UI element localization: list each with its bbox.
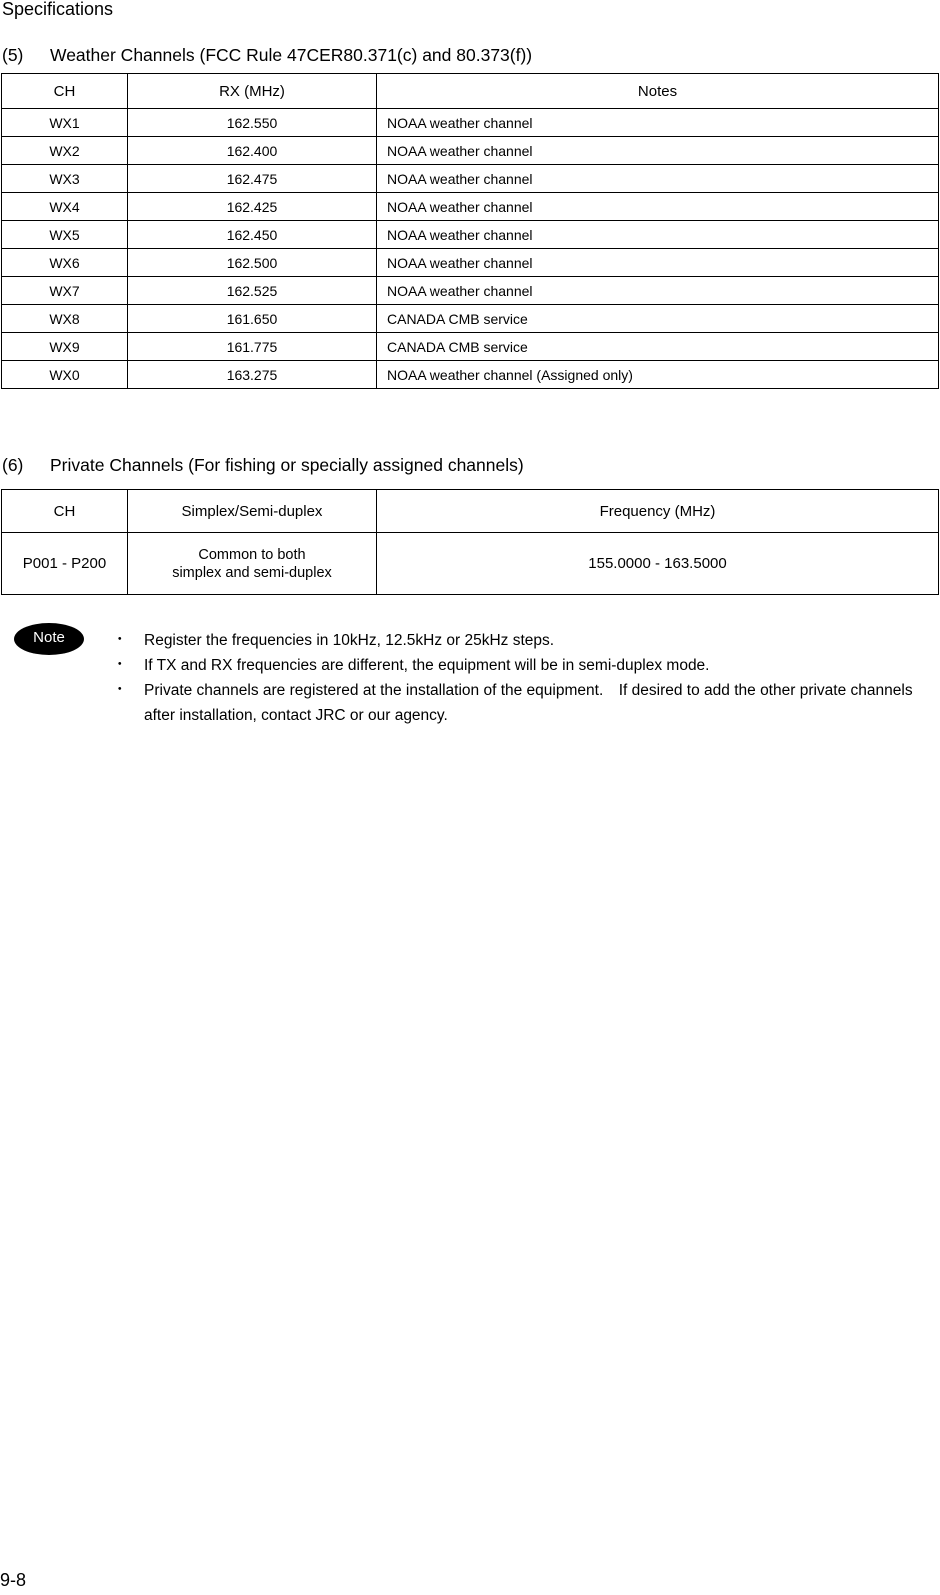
column-header-mode: Simplex/Semi-duplex [128,490,377,533]
table-header-row [2,74,939,109]
table-row [2,221,939,249]
weather-section-title [2,45,532,65]
cell-rx: 162.400 [128,137,377,165]
cell-frequency: 155.0000 - 163.5000 [377,533,939,595]
column-header-ch: CH [2,490,128,533]
cell-notes: NOAA weather channel [377,165,939,193]
note-text: Register the frequencies in 10kHz, 12.5kHz or 25kHz steps. [144,632,555,649]
note-badge: Note [14,623,84,655]
cell-ch: P001 - P200 [2,533,128,595]
cell-notes: NOAA weather channel [377,109,939,137]
table-row [2,193,939,221]
section-number: (6) [2,455,24,475]
cell-rx: 162.475 [128,165,377,193]
cell-ch: WX1 [2,109,128,137]
cell-rx: 163.275 [128,361,377,389]
cell-ch: WX0 [2,361,128,389]
note-text: Private channels are registered at the installation of the equipment. If desired to add the other private channels after installation, contact JRC or our agency. [144,682,913,724]
cell-notes: NOAA weather channel (Assigned only) [377,361,939,389]
cell-notes: NOAA weather channel [377,277,939,305]
private-channels-table [1,489,939,595]
note-text: If TX and RX frequencies are different, the equipment will be in semi-duplex mode. [144,657,710,674]
cell-mode [128,533,377,595]
cell-rx: 162.500 [128,249,377,277]
column-header-ch: CH [2,74,128,109]
cell-ch: WX3 [2,165,128,193]
table-row [2,249,939,277]
cell-ch: WX2 [2,137,128,165]
table-row [2,137,939,165]
cell-notes: NOAA weather channel [377,249,939,277]
cell-rx: 162.450 [128,221,377,249]
page-number: 9-8 [0,1570,27,1590]
cell-ch: WX4 [2,193,128,221]
cell-ch: WX8 [2,305,128,333]
cell-rx: 162.525 [128,277,377,305]
table-row [2,305,939,333]
table-row [2,361,939,389]
page-header-title: Specifications [2,0,114,19]
table-row [2,109,939,137]
cell-rx: 161.650 [128,305,377,333]
cell-notes: CANADA CMB service [377,333,939,361]
weather-channels-table [1,73,939,389]
cell-rx: 161.775 [128,333,377,361]
cell-rx: 162.425 [128,193,377,221]
table-header-row [2,490,939,533]
note-list [110,628,930,728]
table-row [2,533,939,595]
cell-ch: WX7 [2,277,128,305]
cell-ch: WX9 [2,333,128,361]
cell-notes: CANADA CMB service [377,305,939,333]
private-section-title [2,455,524,475]
bullet-icon: ・ [112,631,128,648]
table-row [2,333,939,361]
cell-rx: 162.550 [128,109,377,137]
cell-notes: NOAA weather channel [377,137,939,165]
note-item [110,653,930,678]
cell-notes: NOAA weather channel [377,193,939,221]
column-header-frequency: Frequency (MHz) [377,490,939,533]
column-header-rx: RX (MHz) [128,74,377,109]
section-number: (5) [2,45,24,65]
note-item [110,678,930,728]
cell-ch: WX6 [2,249,128,277]
mode-line-1: Common to both [198,546,306,563]
table-row [2,165,939,193]
mode-line-2: simplex and semi-duplex [172,564,332,581]
cell-ch: WX5 [2,221,128,249]
column-header-notes: Notes [377,74,939,109]
bullet-icon: ・ [112,681,128,698]
section-title-text: Private Channels (For fishing or specially assigned channels) [50,455,524,475]
note-item [110,628,930,653]
section-title-text: Weather Channels (FCC Rule 47CER80.371(c) and 80.373(f)) [50,45,533,65]
table-row [2,277,939,305]
cell-notes: NOAA weather channel [377,221,939,249]
bullet-icon: ・ [112,656,128,673]
